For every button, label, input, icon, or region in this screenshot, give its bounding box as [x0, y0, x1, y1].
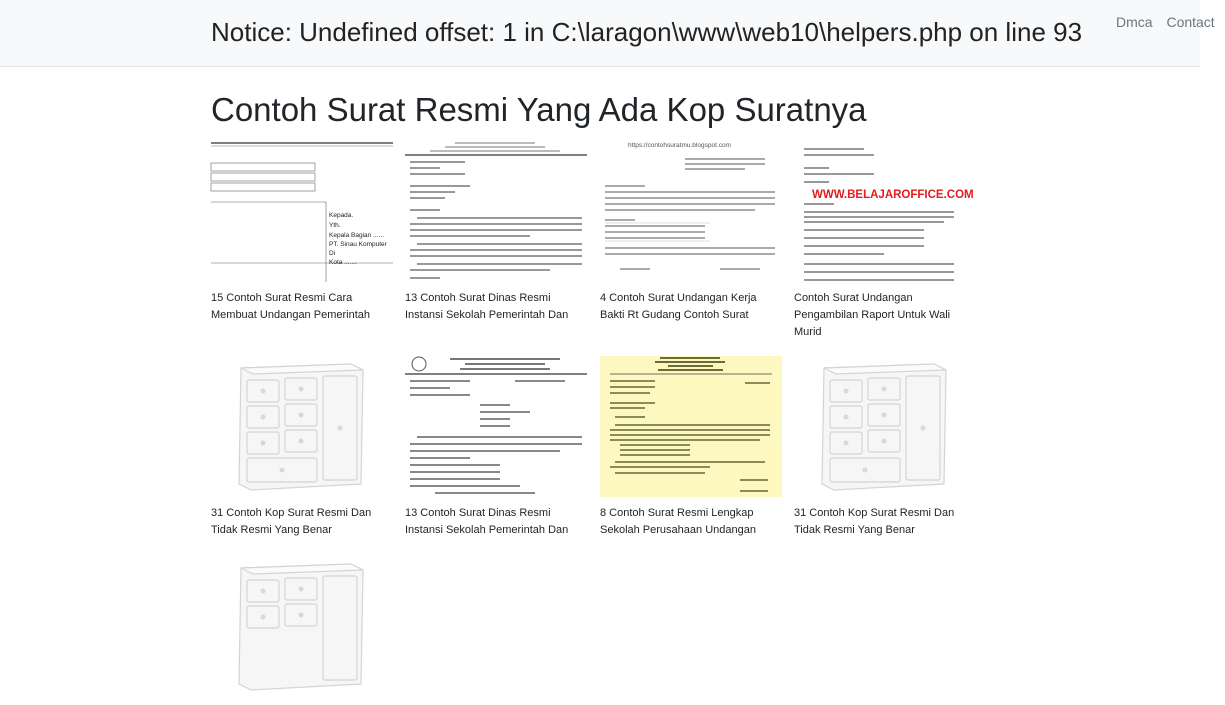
letter-thumbnail-image	[600, 356, 782, 497]
gallery-card[interactable]	[794, 356, 976, 539]
cabinet-thumbnail-image	[211, 356, 393, 497]
letter-thumbnail-image	[405, 356, 587, 497]
thumb-text: https://contohsuratmu.blogspot.com	[628, 142, 731, 149]
card-thumbnail[interactable]	[794, 356, 976, 497]
thumb-text: Kepala Bagian ......	[329, 232, 384, 239]
gallery-card[interactable]	[600, 356, 782, 539]
thumb-text: Kota .......	[329, 259, 357, 266]
card-thumbnail[interactable]	[405, 356, 587, 497]
gallery-card[interactable]	[405, 141, 587, 324]
gallery-card[interactable]	[600, 141, 782, 324]
card-caption[interactable]: 13 Contoh Surat Dinas Resmi Instansi Sekolah Pemerintah Dan	[405, 292, 569, 321]
thumb-watermark-text: WWW.BELAJAROFFICE.COM	[812, 189, 974, 201]
gallery-card[interactable]	[211, 556, 393, 705]
nav-link-contact[interactable]: Contact	[1166, 14, 1215, 30]
php-notice-text: Notice: Undefined offset: 1 in C:\laragon\www\web10\helpers.php on line 93	[211, 17, 1083, 47]
card-thumbnail[interactable]	[600, 141, 782, 282]
card-thumbnail[interactable]	[211, 356, 393, 497]
card-caption[interactable]: 13 Contoh Surat Dinas Resmi Instansi Sekolah Pemerintah Dan	[405, 507, 569, 536]
card-caption[interactable]: Contoh Surat Undangan Pengambilan Raport Untuk Wali Murid	[794, 292, 951, 338]
letter-thumbnail-image	[794, 141, 976, 282]
letter-thumbnail-image	[600, 141, 782, 282]
page-title: Contoh Surat Resmi Yang Ada Kop Suratnya	[211, 91, 867, 128]
card-caption[interactable]: 15 Contoh Surat Resmi Cara Membuat Undangan Pemerintah	[211, 292, 370, 321]
card-caption[interactable]: 31 Contoh Kop Surat Resmi Dan Tidak Resmi Yang Benar	[211, 507, 372, 536]
letter-thumbnail-image	[405, 141, 587, 282]
card-thumbnail[interactable]	[405, 141, 587, 282]
thumb-text: Kepada.	[329, 212, 354, 219]
card-caption[interactable]: 31 Contoh Kop Surat Resmi Dan Tidak Resmi Yang Benar	[794, 507, 955, 536]
thumb-text: PT. Sinau Komputer	[329, 241, 387, 248]
thumb-text: Di	[329, 250, 336, 257]
gallery-card[interactable]	[794, 141, 976, 341]
top-nav	[1116, 14, 1225, 30]
cabinet-thumbnail-image	[211, 556, 393, 697]
gallery-card[interactable]	[211, 141, 393, 324]
nav-link-dmca[interactable]: Dmca	[1116, 14, 1153, 30]
card-thumbnail[interactable]	[600, 356, 782, 497]
top-bar	[0, 0, 1215, 67]
card-thumbnail[interactable]	[211, 141, 393, 282]
cabinet-thumbnail-image	[794, 356, 976, 497]
gallery-card[interactable]	[405, 356, 587, 539]
card-thumbnail[interactable]	[211, 556, 393, 697]
card-caption[interactable]: 8 Contoh Surat Resmi Lengkap Sekolah Perusahaan Undangan	[600, 507, 756, 536]
letter-thumbnail-image	[211, 141, 393, 282]
card-caption[interactable]: 4 Contoh Surat Undangan Kerja Bakti Rt Gudang Contoh Surat	[600, 292, 757, 321]
card-thumbnail[interactable]	[794, 141, 976, 282]
thumb-text: Yth.	[329, 222, 341, 229]
gallery-card[interactable]	[211, 356, 393, 539]
